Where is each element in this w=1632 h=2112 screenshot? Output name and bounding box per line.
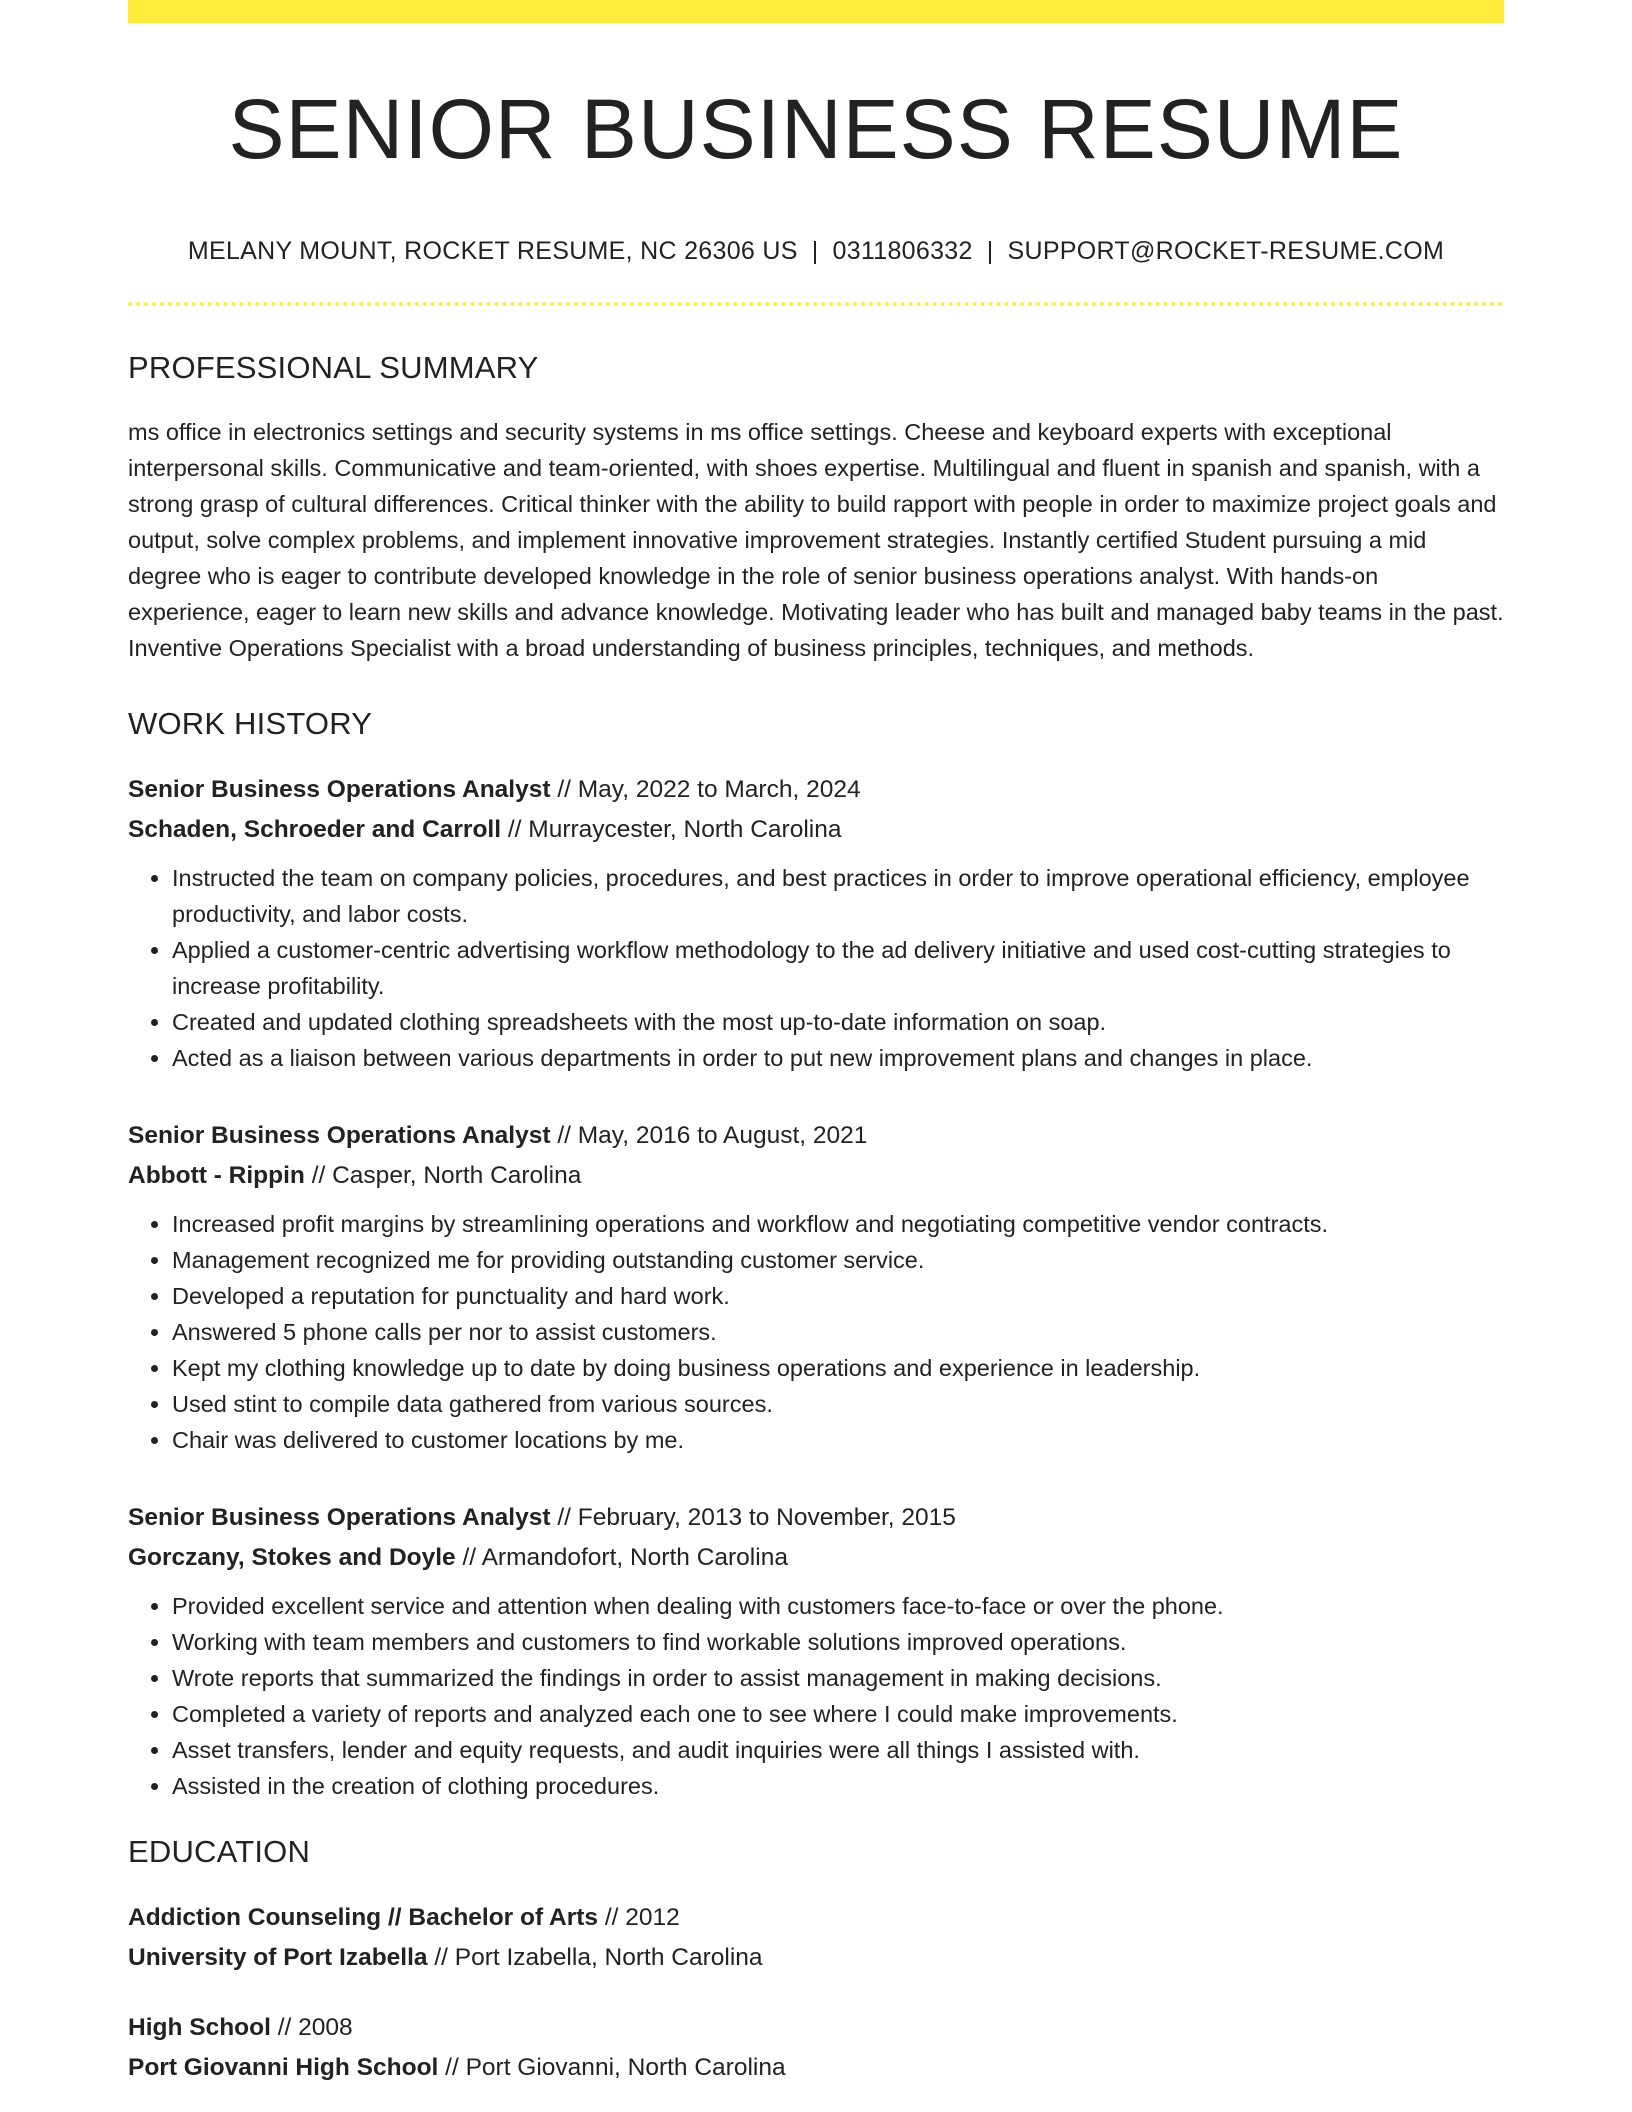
job-dates: // February, 2013 to November, 2015: [550, 1504, 956, 1532]
job-dates: // May, 2022 to March, 2024: [550, 776, 861, 804]
education-year: // 2012: [598, 1904, 680, 1932]
contact-line: [128, 237, 1504, 266]
job-bullet: • Assisted in the creation of clothing procedures.: [172, 1768, 1504, 1804]
job-entry: [128, 1116, 1504, 1458]
job-bullet: • Completed a variety of reports and analyzed each one to see where I could make improvements.: [172, 1696, 1504, 1732]
education-location: // Port Izabella, North Carolina: [427, 1944, 763, 1972]
job-bullet: • Kept my clothing knowledge up to date by doing business operations and experience in leadership.: [172, 1350, 1504, 1386]
education-degree-line: [128, 1898, 1504, 1938]
job-bullet: • Answered 5 phone calls per nor to assist customers.: [172, 1314, 1504, 1350]
summary-text: ms office in electronics settings and security systems in ms office settings. Cheese and keyboard experts with exceptional interpersonal skills. Communicative and team-oriented, with shoes expertise. Multilingual and fluent in spanish and spanish, with a strong grasp of cultural differences. Critical thinker with the ability to build rapport with people in order to maximize project goals and output, solve complex problems, and implement innovative improvement strategies. Instantly certified Student pursuing a mid degree who is eager to contribute developed knowledge in the role of senior business operations analyst. With hands-on experience, eager to learn new skills and advance knowledge. Motivating leader who has built and managed baby teams in the past. Inventive Operations Specialist with a broad understanding of business principles, techniques, and methods.: [128, 419, 1504, 662]
job-title: Senior Business Operations Analyst: [128, 1122, 551, 1150]
education-degree: Addiction Counseling // Bachelor of Arts: [128, 1904, 599, 1932]
job-title-line: [128, 1498, 1504, 1538]
contact-separator: |: [986, 237, 994, 266]
contact-separator: |: [811, 237, 819, 266]
job-dates: // May, 2016 to August, 2021: [550, 1122, 868, 1150]
job-bullet: • Increased profit margins by streamlining operations and workflow and negotiating competitive vendor contracts.: [172, 1206, 1504, 1242]
job-bullet: • Used stint to compile data gathered from various sources.: [172, 1386, 1504, 1422]
accent-top-bar: [128, 0, 1504, 23]
job-bullet: • Wrote reports that summarized the findings in order to assist management in making decisions.: [172, 1660, 1504, 1696]
job-entry: [128, 770, 1504, 1076]
job-company: Abbott - Rippin: [128, 1162, 305, 1190]
job-title: Senior Business Operations Analyst: [128, 776, 551, 804]
resume-title: SENIOR BUSINESS RESUME: [228, 82, 1404, 176]
job-title: Senior Business Operations Analyst: [128, 1504, 551, 1532]
job-company-line: [128, 810, 1504, 850]
job-title-line: [128, 1116, 1504, 1156]
job-bullets: [128, 860, 1504, 1076]
education-entry: [128, 2008, 1504, 2088]
education-school: Port Giovanni High School: [128, 2054, 439, 2082]
job-company-line: [128, 1156, 1504, 1196]
education-degree: High School: [128, 2014, 271, 2042]
education-degree-line: [128, 2008, 1504, 2048]
job-bullet: • Developed a reputation for punctuality and hard work.: [172, 1278, 1504, 1314]
job-company: Gorczany, Stokes and Doyle: [128, 1544, 456, 1572]
job-entry: [128, 1498, 1504, 1804]
education-year: // 2008: [270, 2014, 353, 2042]
job-bullet: • Created and updated clothing spreadsheets with the most up-to-date information on soap.: [172, 1004, 1504, 1040]
job-title-line: [128, 770, 1504, 810]
job-bullet: • Provided excellent service and attention when dealing with customers face-to-face or over the phone.: [172, 1588, 1504, 1624]
education-entry: [128, 1898, 1504, 1978]
job-location: // Casper, North Carolina: [304, 1162, 582, 1190]
education-heading: EDUCATION: [128, 1834, 311, 1870]
job-bullets: [128, 1206, 1504, 1458]
education-school-line: [128, 2048, 1504, 2088]
dotted-divider: [128, 302, 1504, 306]
education-school-line: [128, 1938, 1504, 1978]
job-location: // Murraycester, North Carolina: [501, 816, 842, 844]
job-company: Schaden, Schroeder and Carroll: [128, 816, 502, 844]
job-company-line: [128, 1538, 1504, 1578]
job-bullet: • Acted as a liaison between various departments in order to put new improvement plans and changes in place.: [172, 1040, 1504, 1076]
job-location: // Armandofort, North Carolina: [455, 1544, 788, 1572]
job-bullet: • Chair was delivered to customer locations by me.: [172, 1422, 1504, 1458]
resume-page: [128, 0, 1504, 2088]
education-location: // Port Giovanni, North Carolina: [438, 2054, 786, 2082]
job-bullet: • Working with team members and customers to find workable solutions improved operations.: [172, 1624, 1504, 1660]
job-bullet: • Asset transfers, lender and equity requests, and audit inquiries were all things I assisted with.: [172, 1732, 1504, 1768]
work-history-heading: WORK HISTORY: [128, 706, 373, 742]
contact-address: MELANY MOUNT, ROCKET RESUME, NC 26306 US: [187, 237, 798, 266]
education-school: University of Port Izabella: [128, 1944, 428, 1972]
job-bullet: • Management recognized me for providing outstanding customer service.: [172, 1242, 1504, 1278]
job-bullet: • Applied a customer-centric advertising workflow methodology to the ad delivery initiative and used cost-cutting strategies to increase profitability.: [172, 932, 1504, 1004]
job-bullets: [128, 1588, 1504, 1804]
job-bullet: • Instructed the team on company policies, procedures, and best practices in order to improve operational efficiency, employee productivity, and labor costs.: [172, 860, 1504, 932]
contact-phone[interactable]: 0311806332: [832, 237, 973, 266]
contact-email[interactable]: SUPPORT@ROCKET-RESUME.COM: [1007, 237, 1445, 266]
summary-heading: PROFESSIONAL SUMMARY: [128, 350, 539, 386]
